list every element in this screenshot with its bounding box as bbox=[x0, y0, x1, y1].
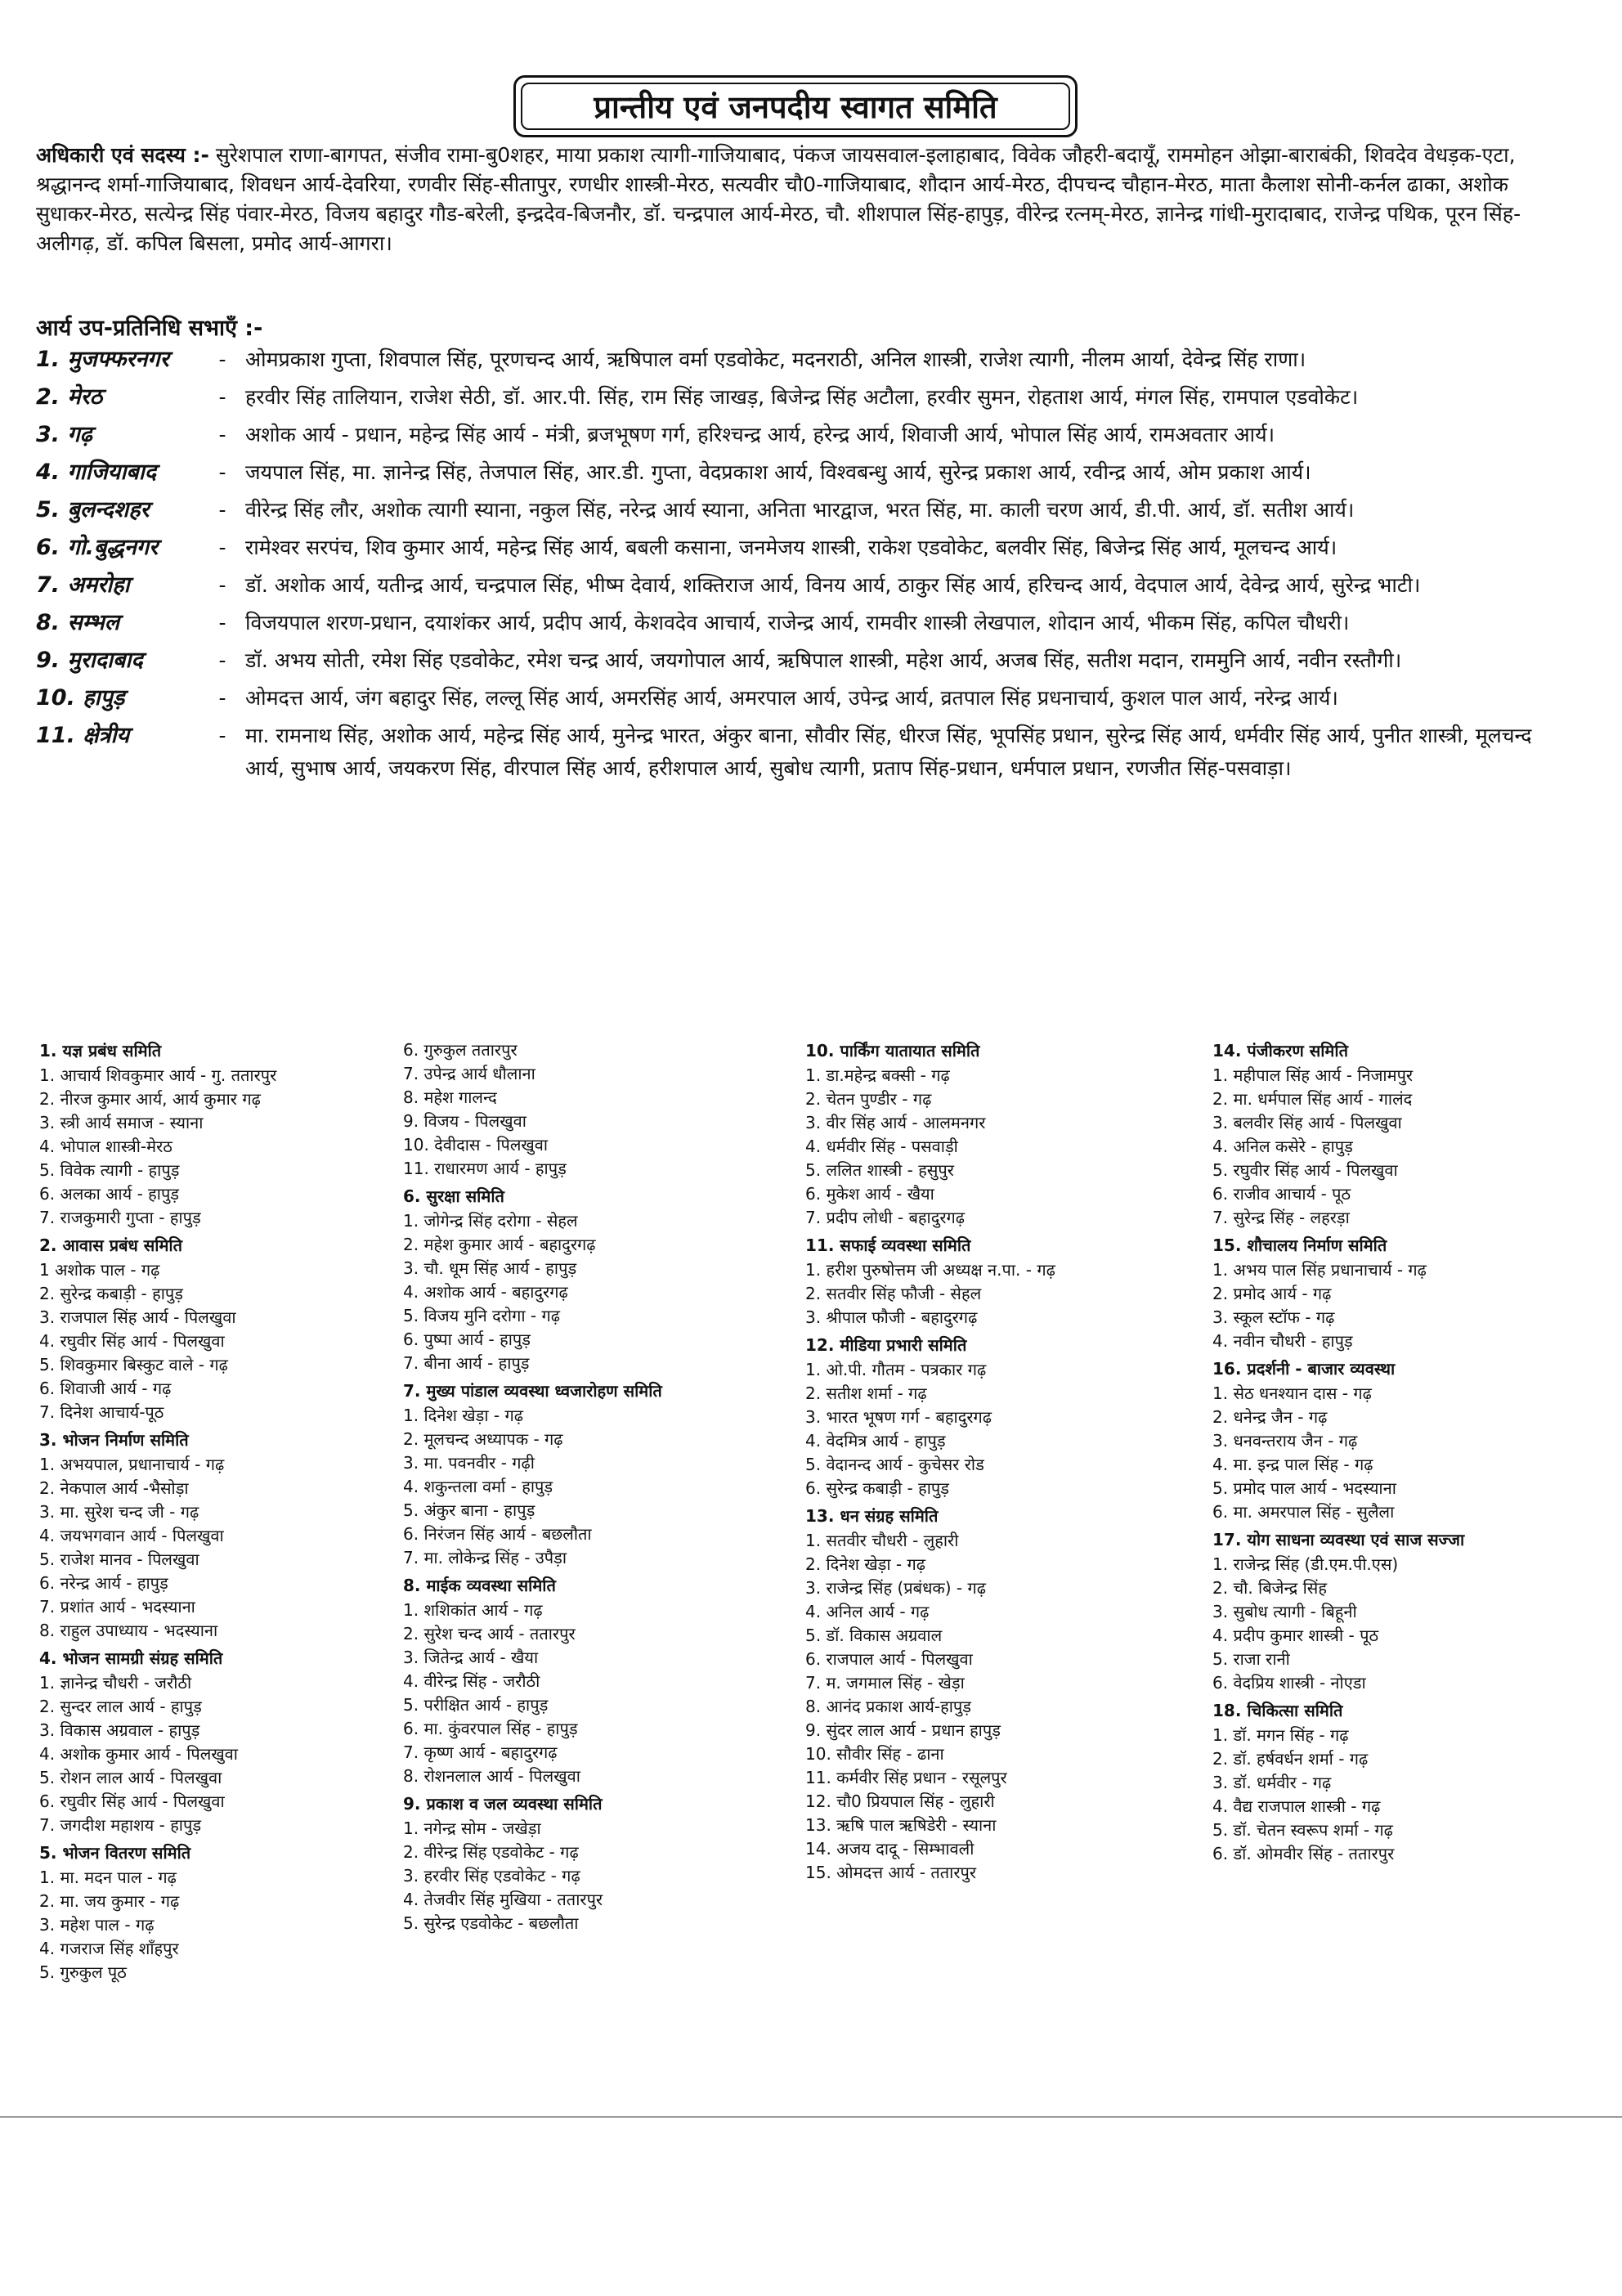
committee-member: 2. सतीश शर्मा - गढ़ bbox=[805, 1383, 927, 1403]
committee-section bbox=[1212, 1698, 1572, 1866]
district-name: 6. गो.बुद्धनगर bbox=[36, 535, 159, 560]
committee-member: 5. राजा रानी bbox=[1212, 1649, 1290, 1669]
committee-member: 7. बीना आर्य - हापुड़ bbox=[403, 1353, 530, 1373]
committee-member: 8. आनंद प्रकाश आर्य-हापुड़ bbox=[805, 1697, 971, 1716]
committee-heading: 3. भोजन निर्माण समिति bbox=[39, 1430, 189, 1450]
dash-separator: - bbox=[218, 724, 226, 747]
committee-member: 2. वीरेन्द्र सिंह एडवोकेट - गढ़ bbox=[403, 1842, 579, 1862]
committee-member: 14. अजय दादू - सिम्भावली bbox=[805, 1839, 975, 1859]
committee-section bbox=[1212, 1357, 1572, 1524]
committee-member: 4. रघुवीर सिंह आर्य - पिलखुवा bbox=[39, 1331, 225, 1351]
district-members: डॉ. अभय सोती, रमेश सिंह एडवोकेट, रमेश चन्द्र आर्य, जयगोपाल आर्य, ऋषिपाल शास्त्री, महेश आर्य, अजब सिंह, सतीश मदान, राममुनि आर्य, नवीन रस्तौगी। bbox=[245, 648, 1402, 672]
committee-member: 1. मा. मदन पाल - गढ़ bbox=[39, 1868, 177, 1887]
district-row bbox=[36, 644, 1573, 677]
committee-member: 2. प्रमोद आर्य - गढ़ bbox=[1212, 1284, 1332, 1303]
district-members: हरवीर सिंह तालियान, राजेश सेठी, डॉ. आर.पी. सिंह, राम सिंह जाखड़, बिजेन्द्र सिंह अटौला, हरवीर सुमन, रोहताश आर्य, मंगल सिंह, रामपाल एडवोकेट। bbox=[245, 385, 1359, 409]
committee-section bbox=[39, 1646, 399, 1837]
committee-member: 2. दिनेश खेड़ा - गढ़ bbox=[805, 1554, 925, 1574]
committee-member: 3. स्कूल स्टॉफ - गढ़ bbox=[1212, 1307, 1335, 1327]
committee-heading: 7. मुख्य पांडाल व्यवस्था ध्वजारोहण समिति bbox=[403, 1381, 662, 1401]
committee-member: 4. अशोक आर्य - बहादुरगढ़ bbox=[403, 1282, 568, 1302]
committee-member: 3. राजेन्द्र सिंह (प्रबंधक) - गढ़ bbox=[805, 1578, 986, 1598]
committee-member: 7. सुरेन्द्र सिंह - लहरड़ा bbox=[1212, 1208, 1350, 1227]
committee-member: 3. वीर सिंह आर्य - आलमनगर bbox=[805, 1113, 986, 1132]
committee-column bbox=[805, 1038, 1165, 1888]
committee-heading: 14. पंजीकरण समिति bbox=[1212, 1041, 1348, 1061]
committee-column bbox=[39, 1038, 399, 1988]
district-members: रामेश्वर सरपंच, शिव कुमार आर्य, महेन्द्र सिंह आर्य, बबली कसाना, जनमेजय शास्त्री, राकेश एडवोकेट, बलवीर सिंह, बिजेन्द्र सिंह आर्य, मूलचन्द आर्य। bbox=[245, 536, 1337, 559]
committee-heading: 4. भोजन सामग्री संग्रह समिति bbox=[39, 1648, 223, 1668]
committee-member: 5. डॉ. विकास अग्रवाल bbox=[805, 1626, 943, 1645]
district-members: विजयपाल शरण-प्रधान, दयाशंकर आर्य, प्रदीप आर्य, केशवदेव आचार्य, राजेन्द्र आर्य, रामवीर शास्त्री लेखपाल, शोदान आर्य, भीकम सिंह, कपिल चौधरी। bbox=[245, 611, 1350, 635]
sub-sabha-heading: आर्य उप-प्रतिनिधि सभाएँ :- bbox=[36, 316, 263, 341]
district-name: 10. हापुड़ bbox=[36, 685, 125, 711]
committee-heading: 18. चिकित्सा समिति bbox=[1212, 1701, 1343, 1720]
committee-section bbox=[1212, 1527, 1572, 1695]
committee-heading: 8. माईक व्यवस्था समिति bbox=[403, 1576, 556, 1595]
committee-member: 2. मा. जय कुमार - गढ़ bbox=[39, 1891, 180, 1911]
district-row bbox=[36, 456, 1573, 489]
committee-member: 6. पुष्पा आर्य - हापुड़ bbox=[403, 1330, 531, 1349]
district-name: 8. सम्भल bbox=[36, 610, 120, 635]
committee-heading: 12. मीडिया प्रभारी समिति bbox=[805, 1335, 967, 1355]
district-row bbox=[36, 682, 1573, 715]
committee-member: 5. रघुवीर सिंह आर्य - पिलखुवा bbox=[1212, 1160, 1398, 1180]
committee-member: 3. जितेन्द्र आर्य - खैया bbox=[403, 1648, 539, 1667]
committee-member: 1. अभयपाल, प्रधानाचार्य - गढ़ bbox=[39, 1455, 225, 1474]
page-title: प्रान्तीय एवं जनपदीय स्वागत समिति bbox=[594, 89, 997, 125]
district-row bbox=[36, 381, 1573, 414]
committee-member: 7. राजकुमारी गुप्ता - हापुड़ bbox=[39, 1208, 201, 1227]
district-members: डॉ. अशोक आर्य, यतीन्द्र आर्य, चन्द्रपाल सिंह, भीष्म देवार्य, शक्तिराज आर्य, विनय आर्य, ठाकुर सिंह आर्य, हरिचन्द आर्य, वेदपाल आर्य, देवेन्द्र आर्य, सुरेन्द्र भाटी। bbox=[245, 573, 1421, 597]
committee-member: 4. शकुन्तला वर्मा - हापुड़ bbox=[403, 1477, 553, 1496]
dash-separator: - bbox=[218, 498, 226, 522]
committee-member: 3. धनवन्तराय जैन - गढ़ bbox=[1212, 1431, 1358, 1451]
district-row bbox=[36, 531, 1573, 564]
dash-separator: - bbox=[218, 573, 226, 597]
committee-member: 8. राहुल उपाध्याय - भदस्याना bbox=[39, 1621, 218, 1640]
committee-member: 3. मा. पवनवीर - गढ़ी bbox=[403, 1453, 535, 1473]
district-name: 2. मेरठ bbox=[36, 384, 103, 410]
committee-member: 6. सुरेन्द्र कबाड़ी - हापुड़ bbox=[805, 1478, 949, 1498]
officials-paragraph bbox=[36, 141, 1573, 258]
committee-member: 3. विकास अग्रवाल - हापुड़ bbox=[39, 1720, 200, 1740]
committee-member: 9. सुंदर लाल आर्य - प्रधान हापुड़ bbox=[805, 1720, 1001, 1740]
committee-member: 6. वेदप्रिय शास्त्री - नोएडा bbox=[1212, 1673, 1366, 1693]
committee-section bbox=[805, 1038, 1165, 1230]
committee-member: 7. कृष्ण आर्य - बहादुरगढ़ bbox=[403, 1742, 558, 1762]
district-members: ओमदत्त आर्य, जंग बहादुर सिंह, लल्लू सिंह आर्य, अमरसिंह आर्य, अमरपाल आर्य, उपेन्द्र आर्य, व्रतपाल सिंह प्रधनाचार्य, कुशल पाल आर्य, नरेन्द्र आर्य। bbox=[245, 686, 1338, 710]
committee-member: 2. धनेन्द्र जैन - गढ़ bbox=[1212, 1407, 1328, 1427]
dash-separator: - bbox=[218, 686, 226, 710]
district-row bbox=[36, 419, 1573, 451]
committee-member: 2. चेतन पुण्डीर - गढ़ bbox=[805, 1089, 932, 1109]
committee-section bbox=[403, 1573, 763, 1788]
committee-member: 1. सेठ धनश्यान दास - गढ़ bbox=[1212, 1383, 1372, 1403]
committee-member: 6. मा. अमरपाल सिंह - सुलैला bbox=[1212, 1502, 1395, 1522]
committee-member: 5. शिवकुमार बिस्कुट वाले - गढ़ bbox=[39, 1355, 228, 1374]
committee-member: 6. डॉ. ओमवीर सिंह - ततारपुर bbox=[1212, 1844, 1395, 1863]
district-name: 1. मुजफ्फरनगर bbox=[36, 347, 169, 372]
committee-member: 1 अशोक पाल - गढ़ bbox=[39, 1260, 160, 1280]
committee-member: 1. हरीश पुरुषोत्तम जी अध्यक्ष न.पा. - गढ़ bbox=[805, 1260, 1055, 1280]
committee-heading: 13. धन संग्रह समिति bbox=[805, 1506, 939, 1526]
committee-member: 2. नेकपाल आर्य -भैसोड़ा bbox=[39, 1478, 189, 1498]
committee-member: 4. वेदमित्र आर्य - हापुड़ bbox=[805, 1431, 946, 1451]
dash-separator: - bbox=[218, 648, 226, 672]
committee-member: 5. अंकुर बाना - हापुड़ bbox=[403, 1500, 535, 1520]
committee-member: 12. चौ0 प्रियपाल सिंह - लुहारी bbox=[805, 1792, 995, 1811]
committee-member: 4. अनिल आर्य - गढ़ bbox=[805, 1602, 930, 1621]
district-name: 4. गाजियाबाद bbox=[36, 460, 157, 485]
committee-heading: 2. आवास प्रबंध समिति bbox=[39, 1235, 183, 1255]
committee-heading: 1. यज्ञ प्रबंध समिति bbox=[39, 1041, 162, 1061]
committee-member: 7. जगदीश महाशय - हापुड़ bbox=[39, 1815, 202, 1835]
committee-member: 3. स्त्री आर्य समाज - स्याना bbox=[39, 1113, 204, 1132]
district-members: वीरेन्द्र सिंह लौर, अशोक त्यागी स्याना, नकुल सिंह, नरेन्द्र आर्य स्याना, अनिता भारद्वाज, भरत सिंह, मा. काली चरण आर्य, डी.पी. आर्य, डॉ. सतीश आर्य। bbox=[245, 498, 1355, 522]
committee-member: 4. गजराज सिंह शाँहपुर bbox=[39, 1939, 179, 1958]
committee-member: 4. प्रदीप कुमार शास्त्री - पूठ bbox=[1212, 1626, 1379, 1645]
committee-member: 3. महेश पाल - गढ़ bbox=[39, 1915, 155, 1935]
district-name: 5. बुलन्दशहर bbox=[36, 497, 150, 522]
dash-separator: - bbox=[218, 536, 226, 559]
committee-member: 2. सुन्दर लाल आर्य - हापुड़ bbox=[39, 1697, 202, 1716]
district-name: 7. अमरोहा bbox=[36, 572, 130, 598]
committee-member: 4. धर्मवीर सिंह - पसवाड़ी bbox=[805, 1137, 958, 1156]
title-frame bbox=[513, 75, 1078, 137]
committee-member: 6. मा. कुंवरपाल सिंह - हापुड़ bbox=[403, 1719, 578, 1738]
committee-section bbox=[39, 1233, 399, 1424]
committee-member: 6. मुकेश आर्य - खैया bbox=[805, 1184, 934, 1204]
committee-section bbox=[1212, 1233, 1572, 1353]
committee-member: 1. डा.महेन्द्र बक्सी - गढ़ bbox=[805, 1065, 950, 1085]
committee-section bbox=[403, 1792, 763, 1935]
committee-member: 1. सतवीर चौधरी - लुहारी bbox=[805, 1531, 959, 1550]
committee-member: 1. नगेन्द्र सोम - जखेड़ा bbox=[403, 1818, 541, 1838]
committee-member: 3. श्रीपाल फौजी - बहादुरगढ़ bbox=[805, 1307, 978, 1327]
committee-member: 7. प्रदीप लोधी - बहादुरगढ़ bbox=[805, 1208, 966, 1227]
committee-section bbox=[403, 1184, 763, 1375]
committee-member: 3. राजपाल सिंह आर्य - पिलखुवा bbox=[39, 1307, 236, 1327]
committee-member: 4. तेजवीर सिंह मुखिया - ततारपुर bbox=[403, 1890, 603, 1909]
committee-member: 8. महेश गालन्द bbox=[403, 1087, 497, 1107]
district-row bbox=[36, 343, 1573, 376]
committee-section bbox=[403, 1379, 763, 1570]
committee-member: 5. ललित शास्त्री - हसुपुर bbox=[805, 1160, 954, 1180]
committee-member: 3. बलवीर सिंह आर्य - पिलखुवा bbox=[1212, 1113, 1402, 1132]
committee-member: 11. कर्मवीर सिंह प्रधान - रसूलपुर bbox=[805, 1768, 1007, 1787]
district-row bbox=[36, 494, 1573, 527]
committee-member: 6. नरेन्द्र आर्य - हापुड़ bbox=[39, 1573, 168, 1593]
committee-member: 3. मा. सुरेश चन्द जी - गढ़ bbox=[39, 1502, 199, 1522]
district-row bbox=[36, 569, 1573, 602]
dash-separator: - bbox=[218, 385, 226, 409]
committee-member: 5. वेदानन्द आर्य - कुचेसर रोड bbox=[805, 1455, 984, 1474]
committee-section bbox=[39, 1841, 399, 1984]
officials-text: सुरेशपाल राणा-बागपत, संजीव रामा-बु0शहर, माया प्रकाश त्यागी-गाजियाबाद, पंकज जायसवाल-इलाहाबाद, विवेक जौहरी-बदायूँ, राममोहन ओझा-बाराबंकी, शिवदेव वेधड़क-एटा, श्रद्धानन्द शर्मा-गाजियाबाद, शिवधन आर्य-देवरिया, रणवीर सिंह-सीतापुर, रणधीर शास्त्री-मेरठ, सत्यवीर चौ0-गाजियाबाद, शौदान आर्य-मेरठ, दीपचन्द चौहान-मेरठ, माता कैलाश सोनी-कर्नल ढाका, अशोक सुधाकर-मेरठ, सत्येन्द्र सिंह पंवार-मेरठ, विजय बहादुर गौड-बरेली, इन्द्रदेव-बिजनौर, डॉ. चन्द्रपाल आर्य-मेरठ, चौ. शीशपाल सिंह-हापुड़, वीरेन्द्र रत्नम्-मेरठ, ज्ञानेन्द्र गांधी-मुरादाबाद, राजेन्द्र पथिक, पूरन सिंह-अलीगढ़, डॉ. कपिल बिसला, प्रमोद आर्य-आगरा। bbox=[36, 143, 1521, 255]
committee-section bbox=[39, 1428, 399, 1643]
committee-member: 2. सतवीर सिंह फौजी - सेहल bbox=[805, 1284, 982, 1303]
district-name: 9. मुरादाबाद bbox=[36, 648, 143, 673]
committee-member: 2. नीरज कुमार आर्य, आर्य कुमार गढ़ bbox=[39, 1089, 261, 1109]
committee-member: 2. डॉ. हर्षवर्धन शर्मा - गढ़ bbox=[1212, 1749, 1369, 1769]
committee-member: 6. राजीव आचार्य - पूठ bbox=[1212, 1184, 1351, 1204]
committee-member: 3. डॉ. धर्मवीर - गढ़ bbox=[1212, 1773, 1332, 1792]
committee-member: 5. सुरेन्द्र एडवोकेट - बछलौता bbox=[403, 1913, 579, 1933]
dash-separator: - bbox=[218, 460, 226, 484]
dash-separator: - bbox=[218, 611, 226, 635]
committee-member: 1. महीपाल सिंह आर्य - निजामपुर bbox=[1212, 1065, 1414, 1085]
committee-member: 5. प्रमोद पाल आर्य - भदस्याना bbox=[1212, 1478, 1396, 1498]
district-members: अशोक आर्य - प्रधान, महेन्द्र सिंह आर्य - मंत्री, ब्रजभूषण गर्ग, हरिश्चन्द्र आर्य, हरेन्द्र आर्य, शिवाजी आर्य, भोपाल सिंह आर्य, रामअवतार आर्य। bbox=[245, 423, 1275, 446]
committee-member: 2. सुरेन्द्र कबाड़ी - हापुड़ bbox=[39, 1284, 183, 1303]
committee-member: 1. ओ.पी. गौतम - पत्रकार गढ़ bbox=[805, 1360, 987, 1379]
officials-label: अधिकारी एवं सदस्य :- bbox=[36, 143, 209, 167]
committee-member: 1. शशिकांत आर्य - गढ़ bbox=[403, 1600, 543, 1620]
committee-member: 5. परीक्षित आर्य - हापुड़ bbox=[403, 1695, 549, 1715]
committee-member: 1. जोगेन्द्र सिंह दरोगा - सेहल bbox=[403, 1211, 578, 1231]
committee-heading: 17. योग साधना व्यवस्था एवं साज सज्जा bbox=[1212, 1530, 1465, 1549]
committee-member: 2. मूलचन्द अध्यापक - गढ़ bbox=[403, 1429, 563, 1449]
committee-member: 4. अशोक कुमार आर्य - पिलखुवा bbox=[39, 1744, 238, 1764]
committee-member: 6. गुरुकुल ततारपुर bbox=[403, 1040, 518, 1060]
committee-member: 3. सुबोध त्यागी - बिहूनी bbox=[1212, 1602, 1357, 1621]
committee-member: 7. उपेन्द्र आर्य धौलाना bbox=[403, 1064, 535, 1083]
committee-member: 1. ज्ञानेन्द्र चौधरी - जरौठी bbox=[39, 1673, 192, 1693]
district-members: ओमप्रकाश गुप्ता, शिवपाल सिंह, पूरणचन्द आर्य, ऋषिपाल वर्मा एडवोकेट, मदनराठी, अनिल शास्त्री, राजेश त्यागी, नीलम आर्या, देवेन्द्र सिंह राणा। bbox=[245, 348, 1306, 371]
committee-member: 4. जयभगवान आर्य - पिलखुवा bbox=[39, 1526, 224, 1545]
committee-member: 2. चौ. बिजेन्द्र सिंह bbox=[1212, 1578, 1327, 1598]
committee-member: 3. चौ. धूम सिंह आर्य - हापुड़ bbox=[403, 1258, 577, 1278]
committee-columns bbox=[0, 1038, 1622, 2052]
committee-member: 5. विवेक त्यागी - हापुड़ bbox=[39, 1160, 180, 1180]
committee-section bbox=[1212, 1038, 1572, 1230]
committee-section bbox=[39, 1038, 399, 1230]
committee-heading: 6. सुरक्षा समिति bbox=[403, 1186, 504, 1206]
committee-member: 7. प्रशांत आर्य - भदस्याना bbox=[39, 1597, 195, 1617]
committee-heading: 10. पार्किंग यातायात समिति bbox=[805, 1041, 980, 1061]
committee-member: 7. मा. लोकेन्द्र सिंह - उपैड़ा bbox=[403, 1548, 567, 1567]
committee-heading: 9. प्रकाश व जल व्यवस्था समिति bbox=[403, 1794, 603, 1814]
committee-member: 11. राधारमण आर्य - हापुड़ bbox=[403, 1159, 567, 1178]
footer-divider bbox=[0, 2116, 1622, 2118]
committee-member: 4. मा. इन्द्र पाल सिंह - गढ़ bbox=[1212, 1455, 1373, 1474]
committee-member: 1. आचार्य शिवकुमार आर्य - गु. ततारपुर bbox=[39, 1065, 277, 1085]
committee-heading: 5. भोजन वितरण समिति bbox=[39, 1843, 191, 1863]
committee-member: 4. नवीन चौधरी - हापुड़ bbox=[1212, 1331, 1353, 1351]
committee-member: 9. विजय - पिलखुवा bbox=[403, 1111, 526, 1131]
committee-member: 4. अनिल कसेरे - हापुड़ bbox=[1212, 1137, 1353, 1156]
district-name: 11. क्षेत्रीय bbox=[36, 723, 130, 748]
committee-member: 7. म. जगमाल सिंह - खेड़ा bbox=[805, 1673, 965, 1693]
committee-member: 1. डॉ. मगन सिंह - गढ़ bbox=[1212, 1725, 1349, 1745]
committee-member: 4. वीरेन्द्र सिंह - जरौठी bbox=[403, 1671, 540, 1691]
committee-member: 5. गुरुकुल पूठ bbox=[39, 1962, 127, 1982]
dash-separator: - bbox=[218, 423, 226, 446]
committee-member: 2. मा. धर्मपाल सिंह आर्य - गालंद bbox=[1212, 1089, 1413, 1109]
committee-member: 15. ओमदत्त आर्य - ततारपुर bbox=[805, 1863, 977, 1882]
district-name: 3. गढ़ bbox=[36, 422, 92, 447]
committee-member: 7. दिनेश आचार्य-पूठ bbox=[39, 1402, 164, 1422]
committee-member: 6. रघुवीर सिंह आर्य - पिलखुवा bbox=[39, 1792, 225, 1811]
committee-column bbox=[403, 1038, 763, 1939]
committee-member: 8. रोशनलाल आर्य - पिलखुवा bbox=[403, 1766, 580, 1786]
committee-member: 2. महेश कुमार आर्य - बहादुरगढ़ bbox=[403, 1235, 596, 1254]
committee-member: 6. निरंजन सिंह आर्य - बछलौता bbox=[403, 1524, 592, 1544]
committee-section bbox=[805, 1504, 1165, 1885]
district-list bbox=[36, 343, 1573, 790]
committee-section bbox=[403, 1038, 763, 1181]
committee-member: 13. ऋषि पाल ऋषिडेरी - स्याना bbox=[805, 1815, 997, 1835]
committee-member: 5. डॉ. चेतन स्वरूप शर्मा - गढ़ bbox=[1212, 1820, 1393, 1840]
committee-member: 10. देवीदास - पिलखुवा bbox=[403, 1135, 549, 1155]
committee-member: 1. राजेन्द्र सिंह (डी.एम.पी.एस) bbox=[1212, 1554, 1399, 1574]
committee-member: 6. अलका आर्य - हापुड़ bbox=[39, 1184, 180, 1204]
district-row bbox=[36, 720, 1573, 785]
committee-member: 4. वैद्य राजपाल शास्त्री - गढ़ bbox=[1212, 1796, 1381, 1816]
committee-member: 3. भारत भूषण गर्ग - बहादुरगढ़ bbox=[805, 1407, 992, 1427]
committee-member: 1. दिनेश खेड़ा - गढ़ bbox=[403, 1406, 523, 1425]
committee-heading: 11. सफाई व्यवस्था समिति bbox=[805, 1235, 971, 1255]
committee-member: 6. शिवाजी आर्य - गढ़ bbox=[39, 1379, 172, 1398]
committee-section bbox=[805, 1333, 1165, 1500]
district-row bbox=[36, 607, 1573, 639]
committee-heading: 16. प्रदर्शनी - बाजार व्यवस्था bbox=[1212, 1359, 1396, 1379]
committee-member: 1. अभय पाल सिंह प्रधानाचार्य - गढ़ bbox=[1212, 1260, 1427, 1280]
committee-member: 5. रोशन लाल आर्य - पिलखुवा bbox=[39, 1768, 222, 1787]
committee-member: 5. राजेश मानव - पिलखुवा bbox=[39, 1549, 199, 1569]
dash-separator: - bbox=[218, 348, 226, 371]
committee-member: 3. हरवीर सिंह एडवोकेट - गढ़ bbox=[403, 1866, 580, 1886]
committee-member: 5. विजय मुनि दरोगा - गढ़ bbox=[403, 1306, 561, 1325]
district-members: मा. रामनाथ सिंह, अशोक आर्य, महेन्द्र सिंह आर्य, मुनेन्द्र भारत, अंकुर बाना, सौवीर सिंह, धीरज सिंह, भूपसिंह प्रधान, सुरेन्द्र सिंह आर्य, धर्मवीर सिंह आर्य, पुनीत शास्त्री, मूलचन्द आर्य, सुभाष आर्य, जयकरण सिंह, वीरपाल सिंह आर्य, हरीशपाल आर्य, सुबोध त्यागी, प्रताप सिंह-प्रधान, धर्मपाल प्रधान, रणजीत सिंह-पसवाड़ा। bbox=[245, 724, 1532, 780]
committee-heading: 15. शौचालय निर्माण समिति bbox=[1212, 1235, 1387, 1255]
committee-member: 2. सुरेश चन्द आर्य - ततारपुर bbox=[403, 1624, 576, 1644]
committee-column bbox=[1212, 1038, 1572, 1869]
committee-section bbox=[805, 1233, 1165, 1330]
district-members: जयपाल सिंह, मा. ज्ञानेन्द्र सिंह, तेजपाल सिंह, आर.डी. गुप्ता, वेदप्रकाश आर्य, विश्वबन्धु आर्य, सुरेन्द्र प्रकाश आर्य, रवीन्द्र आर्य, ओम प्रकाश आर्य। bbox=[245, 460, 1311, 484]
committee-member: 4. भोपाल शास्त्री-मेरठ bbox=[39, 1137, 173, 1156]
committee-member: 6. राजपाल आर्य - पिलखुवा bbox=[805, 1649, 973, 1669]
committee-member: 10. सौवीर सिंह - ढाना bbox=[805, 1744, 944, 1764]
